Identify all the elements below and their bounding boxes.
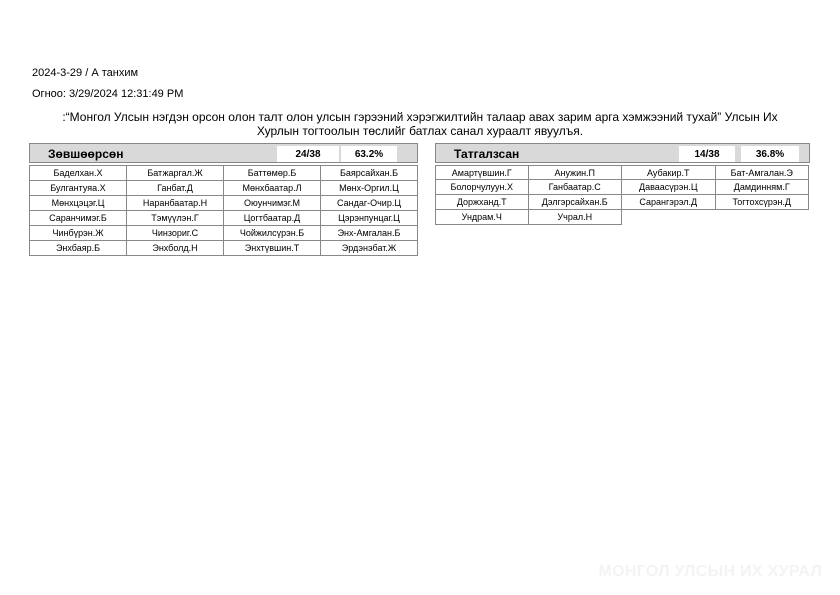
- reject-member: Тогтохсүрэн.Д: [716, 195, 810, 210]
- watermark: МОНГОЛ УЛСЫН ИХ ХУРАЛ: [598, 563, 822, 580]
- approve-member: Энх-Амгалан.Б: [321, 226, 418, 241]
- approve-member: Энхтүвшин.Т: [224, 241, 321, 256]
- vote-title: :“Монгол Улсын нэгдэн орсон олон талт олон улсын гэрээний хэрэгжилтийн талаар авах зарим арга хэмжээний тухай” Улсын Их Хурлын тогтоолын төслийг батлах санал хураалт явуулъя.: [62, 110, 778, 138]
- reject-member: Учрал.Н: [529, 210, 623, 225]
- approve-member: Чойжилсүрэн.Б: [224, 226, 321, 241]
- approve-member: Чинзориг.С: [127, 226, 224, 241]
- approve-percent: 63.2%: [341, 146, 397, 162]
- reject-member: Ундрам.Ч: [435, 210, 529, 225]
- approve-member: Мөнхбаатар.Л: [224, 181, 321, 196]
- reject-row: [435, 195, 810, 210]
- reject-panel: [435, 143, 810, 225]
- approve-member: Эрдэнэбат.Ж: [321, 241, 418, 256]
- approve-name-grid: [29, 165, 418, 256]
- reject-member: Бат-Амгалан.Э: [716, 165, 810, 180]
- reject-member: Амартүвшин.Г: [435, 165, 529, 180]
- reject-header: [435, 143, 810, 163]
- reject-member: Дамдинням.Г: [716, 180, 810, 195]
- reject-name-grid: [435, 165, 810, 225]
- approve-member: Саранчимэг.Б: [30, 211, 127, 226]
- approve-member: Баделхан.Х: [30, 166, 127, 181]
- approve-member: Мөнхцэцэг.Ц: [30, 196, 127, 211]
- session-label: 2024-3-29 / А танхим: [32, 67, 139, 79]
- approve-member: Энхболд.Н: [127, 241, 224, 256]
- approve-member: Булгантуяа.Х: [30, 181, 127, 196]
- reject-row: [435, 210, 810, 225]
- approve-member: Наранбаатар.Н: [127, 196, 224, 211]
- approve-member: Оюунчимэг.М: [224, 196, 321, 211]
- approve-member: Ганбат.Д: [127, 181, 224, 196]
- reject-row: [435, 165, 810, 180]
- reject-member: Аубакир.Т: [622, 165, 716, 180]
- reject-member: Анужин.П: [529, 165, 623, 180]
- reject-member: Ганбаатар.С: [529, 180, 623, 195]
- approve-member: Тэмүүлэн.Г: [127, 211, 224, 226]
- approve-member: Батжаргал.Ж: [127, 166, 224, 181]
- approve-member: Баярсайхан.Б: [321, 166, 418, 181]
- approve-label: Зөвшөөрсөн: [48, 147, 124, 161]
- approve-member: Сандаг-Очир.Ц: [321, 196, 418, 211]
- approve-panel: [29, 143, 418, 256]
- reject-percent: 36.8%: [741, 146, 799, 162]
- reject-member: Болорчулуун.Х: [435, 180, 529, 195]
- reject-member: Доржханд.Т: [435, 195, 529, 210]
- approve-member: Баттөмөр.Б: [224, 166, 321, 181]
- approve-member: Цогтбаатар.Д: [224, 211, 321, 226]
- approve-header: [29, 143, 418, 163]
- reject-member: Сарангэрэл.Д: [622, 195, 716, 210]
- reject-member: Даваасүрэн.Ц: [622, 180, 716, 195]
- approve-member: Чинбүрэн.Ж: [30, 226, 127, 241]
- reject-member: Дэлгэрсайхан.Б: [529, 195, 623, 210]
- approve-member: Энхбаяр.Б: [30, 241, 127, 256]
- approve-member: Мөнх-Оргил.Ц: [321, 181, 418, 196]
- reject-count: 14/38: [679, 146, 735, 162]
- timestamp-label: Огноо: 3/29/2024 12:31:49 PM: [32, 88, 184, 100]
- approve-count: 24/38: [277, 146, 339, 162]
- reject-label: Татгалзсан: [454, 147, 520, 161]
- approve-member: Цэрэнпунцаг.Ц: [321, 211, 418, 226]
- reject-row: [435, 180, 810, 195]
